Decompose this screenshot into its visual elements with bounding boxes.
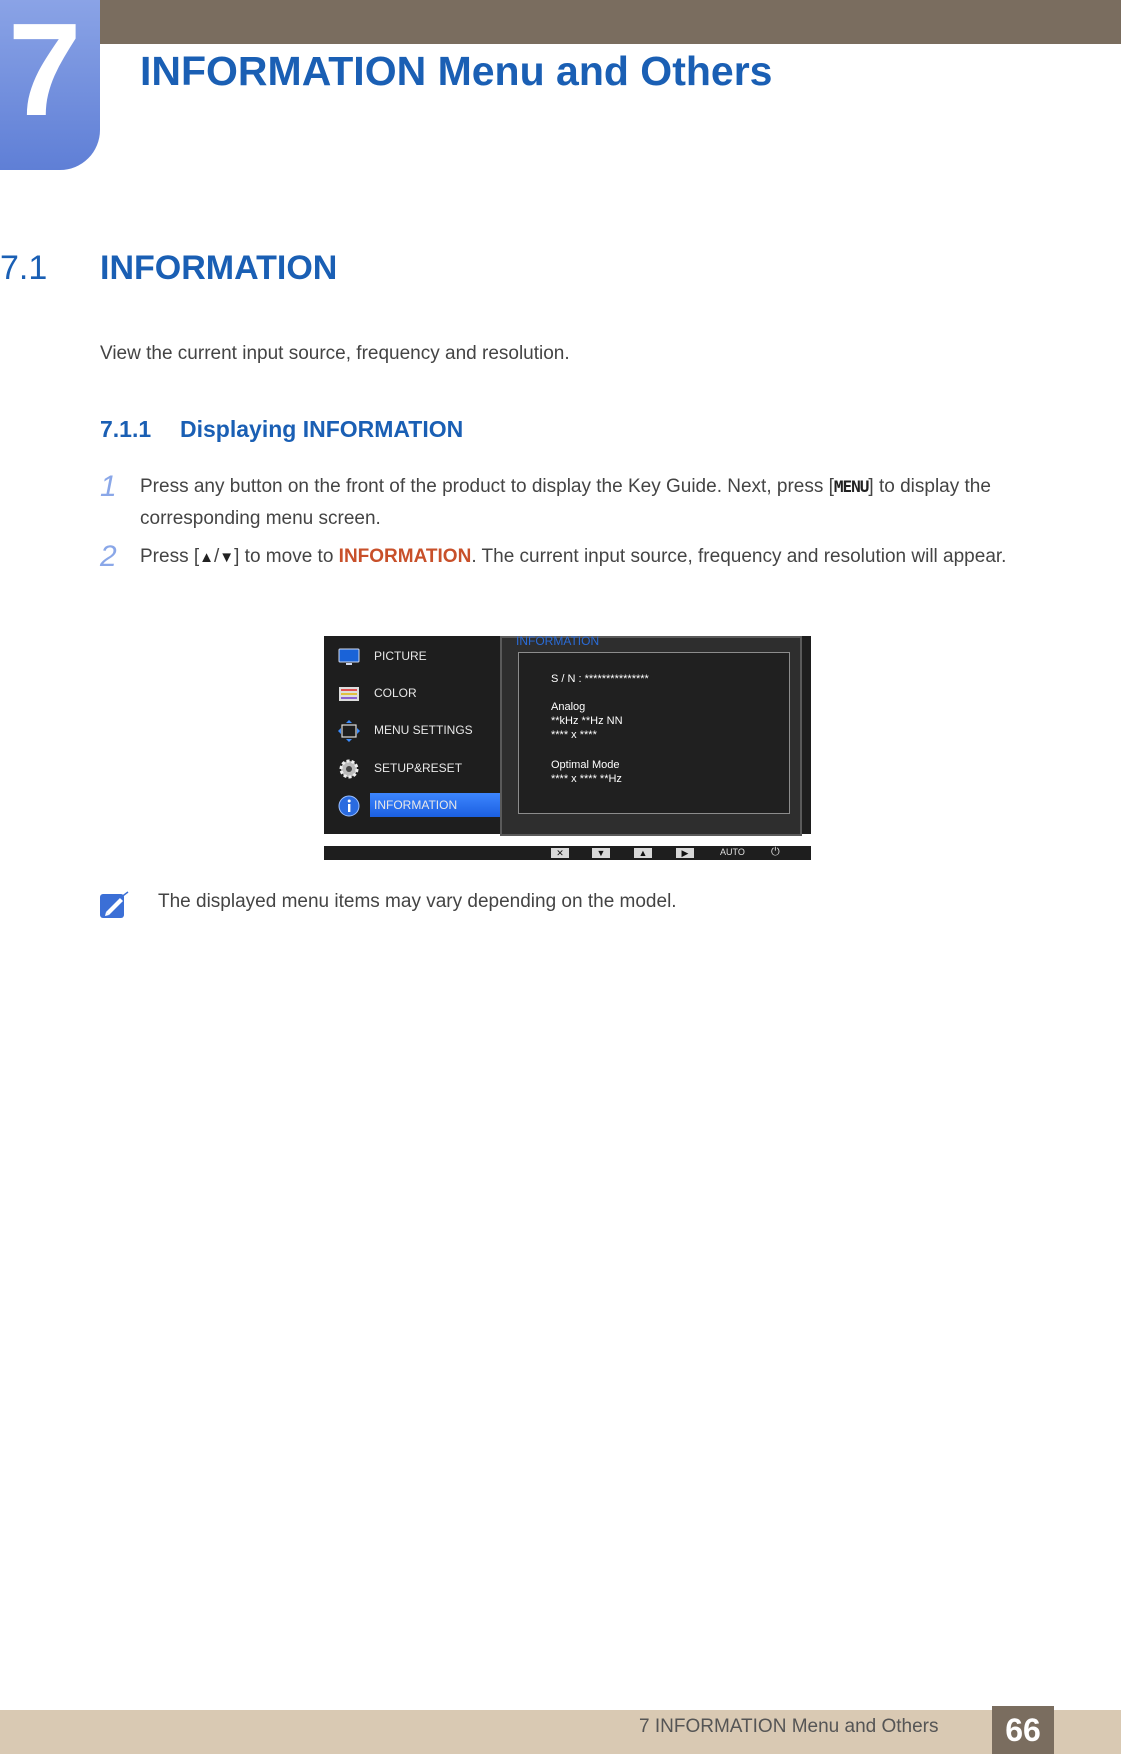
info-icon (338, 795, 360, 817)
osd-frequency: **kHz **Hz NN (551, 715, 623, 727)
menu-key-glyph: MENU (833, 477, 869, 496)
section-intro: View the current input source, frequency and resolution. (100, 343, 570, 364)
subsection-title: Displaying INFORMATION (180, 416, 464, 442)
up-arrow-icon: ▲ (634, 848, 652, 858)
right-arrow-icon: ▶ (676, 848, 694, 858)
gear-icon (338, 758, 360, 780)
step-text-part: ] to display the corresponding menu screen. (140, 476, 991, 529)
osd-label: PICTURE (374, 649, 427, 663)
footer-bar (0, 1710, 1121, 1754)
power-icon: ⏻ (771, 846, 780, 858)
down-arrow-icon: ▼ (592, 848, 610, 858)
header-bar (0, 0, 1121, 44)
page-number-box (992, 1706, 1054, 1754)
osd-panel-title: INFORMATION (516, 634, 600, 648)
step-text (140, 471, 1040, 535)
pencil-note-icon (98, 890, 130, 922)
osd-source: Analog (551, 701, 586, 713)
key-separator: / (213, 546, 220, 567)
page-number: 66 (1005, 1712, 1041, 1748)
monitor-icon (338, 646, 360, 668)
osd-label: SETUP&RESET (374, 761, 463, 775)
color-bars-icon (338, 683, 360, 705)
chapter-tab (0, 0, 100, 170)
section-number: 7.1 (0, 249, 48, 287)
move-arrows-icon (338, 720, 360, 742)
osd-key-guide (324, 846, 811, 860)
osd-frame-edge (802, 636, 811, 834)
note-text: The displayed menu items may vary depending on the model. (158, 891, 677, 912)
osd-item-picture (334, 644, 500, 670)
highlight-information: INFORMATION (338, 546, 472, 567)
step-text (140, 541, 1040, 574)
step-text-part: ] to move to (234, 546, 339, 567)
osd-label: MENU SETTINGS (374, 723, 473, 737)
osd-item-information (334, 793, 500, 819)
chapter-title: INFORMATION Menu and Others (140, 48, 773, 94)
osd-item-menu-settings (334, 718, 500, 744)
osd-info-panel (500, 636, 802, 836)
osd-item-setup-reset (334, 756, 500, 782)
auto-label: AUTO (720, 847, 745, 857)
up-arrow-icon: ▲ (199, 549, 214, 566)
osd-label: COLOR (374, 686, 417, 700)
osd-screenshot (324, 636, 811, 860)
subsection-number: 7.1.1 (100, 416, 152, 442)
osd-label: INFORMATION (374, 798, 458, 812)
osd-optimal-label: Optimal Mode (551, 759, 620, 771)
step-number: 1 (100, 470, 117, 503)
osd-resolution: **** x **** (551, 729, 597, 741)
footer-text: 7 INFORMATION Menu and Others (639, 1716, 939, 1737)
osd-info-box (518, 652, 790, 814)
osd-item-color (334, 681, 500, 707)
step-text-part: Press any button on the front of the product to display the Key Guide. Next, press [ (140, 476, 834, 497)
osd-menu-list (324, 636, 500, 834)
step-text-part: . The current input source, frequency and resolution will appear. (471, 546, 1007, 567)
step-text-part: Press [ (140, 546, 200, 567)
osd-serial: S / N : *************** (551, 673, 649, 685)
down-arrow-icon: ▼ (219, 549, 235, 566)
chapter-number: 7 (8, 0, 82, 143)
close-icon: ✕ (551, 848, 569, 858)
step-number: 2 (100, 540, 117, 573)
osd-optimal-value: **** x **** **Hz (551, 773, 622, 785)
section-title: INFORMATION (100, 249, 338, 287)
